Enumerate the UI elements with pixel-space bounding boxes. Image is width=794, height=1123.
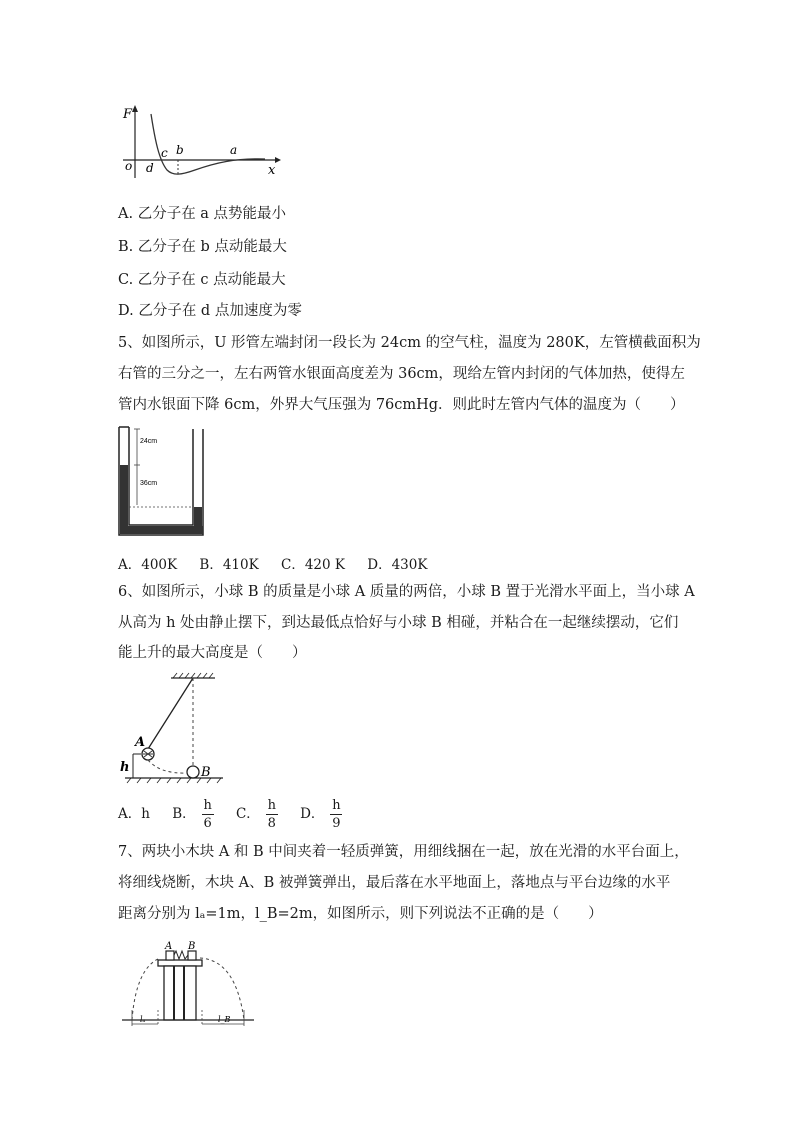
- q6-option-c-fraction: [266, 798, 278, 831]
- q7-text-line-3: 距离分别为 lₐ=1m，l_B=2m，如图所示，则下列说法不正确的是（ ）: [118, 906, 603, 922]
- point-b-label: b: [176, 143, 184, 157]
- q6-option-b: [172, 798, 213, 831]
- y-axis-label: F: [123, 107, 133, 122]
- ball-a-label: A: [135, 735, 146, 750]
- q5-options: [118, 553, 445, 573]
- q4-option-d: D. 乙分子在 d 点加速度为零: [118, 303, 302, 319]
- q4-option-a: A. 乙分子在 a 点势能最小: [118, 206, 287, 222]
- block-a-label: A: [165, 941, 173, 952]
- q6-option-c-prefix: C．: [235, 806, 260, 822]
- q6-option-c: [236, 798, 278, 831]
- q6-option-d-fraction: [330, 798, 342, 831]
- q5-option-a: A．400K: [118, 557, 178, 573]
- ball-b-label: B: [201, 765, 211, 780]
- pendulum-diagram: [115, 672, 225, 784]
- u-tube-diagram: [115, 425, 210, 540]
- x-axis-label: x: [268, 163, 276, 178]
- q6-option-b-prefix: B．: [172, 806, 196, 822]
- point-d-label: d: [146, 161, 154, 175]
- height-h-label: h: [120, 760, 130, 775]
- origin-label: o: [125, 159, 133, 173]
- distance-lb-label: l_B: [218, 1015, 231, 1024]
- fraction-bar: [202, 814, 214, 815]
- point-c-label: c: [161, 146, 168, 160]
- q4-option-c: C. 乙分子在 c 点动能最大: [118, 272, 286, 288]
- q7-text-line-1: 7、两块小木块 A 和 B 中间夹着一轻质弹簧，用细线捆在一起，放在光滑的水平台面上，: [118, 844, 689, 860]
- fraction-bar: [266, 814, 278, 815]
- q6-text-line-2: 从高为 h 处由静止摆下，到达最低点恰好与小球 B 相碰，并粘合在一起继续摆动，它们: [118, 615, 679, 631]
- q6-option-c-numerator: h: [267, 798, 276, 813]
- q7-text-line-2: 将细线烧断，木块 A、B 被弹簧弹出，最后落在水平地面上，落地点与平台边缘的水平: [118, 875, 671, 891]
- q5-option-c: C．420 K: [280, 557, 345, 573]
- q6-options: [118, 798, 360, 831]
- q6-option-b-denominator: 6: [203, 816, 212, 831]
- q6-option-d-numerator: h: [332, 798, 341, 813]
- q6-option-d-denominator: 9: [332, 816, 341, 831]
- air-column-label: 24cm: [140, 438, 158, 445]
- fraction-bar: [330, 814, 342, 815]
- q6-option-c-denominator: 8: [267, 816, 276, 831]
- distance-la-label: lₐ: [140, 1015, 146, 1024]
- q6-option-d: [300, 798, 342, 831]
- q6-option-d-prefix: D．: [300, 806, 325, 822]
- q6-text-line-3: 能上升的最大高度是（ ）: [118, 645, 307, 661]
- force-distance-graph: [115, 100, 285, 180]
- q5-text-line-2: 右管的三分之一，左右两管水银面高度差为 36cm，现给左管内封闭的气体加热，使得左: [118, 366, 685, 382]
- q5-option-b: B．410K: [199, 557, 259, 573]
- q4-option-b: B. 乙分子在 b 点动能最大: [118, 239, 287, 255]
- q5-text-line-1: 5、如图所示，U 形管左端封闭一段长为 24cm 的空气柱，温度为 280K，左管横截面积为: [118, 335, 701, 351]
- q6-text-line-1: 6、如图所示，小球 B 的质量是小球 A 质量的两倍，小球 B 置于光滑水平面上，当小球 A: [118, 584, 695, 600]
- q5-option-d: D．430K: [367, 557, 428, 573]
- spring-blocks-diagram: [118, 938, 258, 1030]
- height-diff-label: 36cm: [140, 480, 158, 487]
- block-b-label: B: [188, 941, 196, 952]
- q6-option-a: A．h: [118, 806, 150, 822]
- q6-option-b-fraction: [202, 798, 214, 831]
- q6-option-b-numerator: h: [203, 798, 212, 813]
- q5-text-line-3: 管内水银面下降 6cm，外界大气压强为 76cmHg．则此时左管内气体的温度为（ ）: [118, 397, 685, 413]
- point-a-label: a: [230, 143, 238, 157]
